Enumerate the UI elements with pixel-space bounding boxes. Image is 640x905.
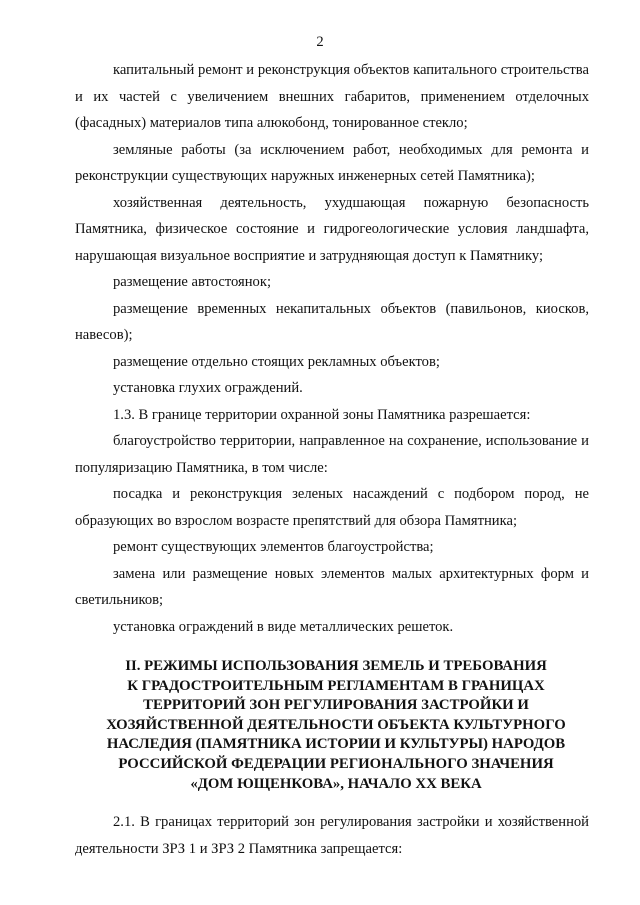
paragraph: 1.3. В границе территории охранной зоны Памятника разрешается: [113, 406, 531, 423]
page-number: 2 [316, 34, 324, 50]
body-text-before-heading [75, 57, 589, 640]
paragraph: благоустройство территории, направленное на сохранение, использование и популяризацию Памятника, в том числе: [75, 433, 589, 476]
paragraph: замена или размещение новых элементов малых архитектурных форм и светильников; [75, 565, 589, 608]
paragraph: размещение временных некапитальных объектов (павильонов, киосков, навесов); [75, 300, 589, 343]
paragraph: размещение автостоянок; [113, 274, 272, 290]
section-heading-line: ХОЗЯЙСТВЕННОЙ ДЕЯТЕЛЬНОСТИ ОБЪЕКТА КУЛЬТУРНОГО [106, 716, 566, 733]
paragraph: хозяйственная деятельность, ухудшающая пожарную безопасность Памятника, физическое состояние и гидрогеологические условия ландшафта, нарушающая визуальное восприятие и затрудняющая доступ к Памятнику; [75, 194, 589, 264]
paragraph: земляные работы (за исключением работ, необходимых для ремонта и реконструкции существующих наружных инженерных сетей Памятника); [75, 141, 589, 184]
paragraph: ремонт существующих элементов благоустройства; [113, 539, 434, 555]
section-heading-line: РОССИЙСКОЙ ФЕДЕРАЦИИ РЕГИОНАЛЬНОГО ЗНАЧЕНИЯ [118, 755, 554, 772]
body-text-after-heading [75, 809, 589, 862]
paragraph: установка глухих ограждений. [113, 380, 303, 396]
section-heading-line: К ГРАДОСТРОИТЕЛЬНЫМ РЕГЛАМЕНТАМ В ГРАНИЦАХ [127, 677, 545, 694]
paragraph: размещение отдельно стоящих рекламных объектов; [113, 353, 440, 370]
paragraph: 2.1. В границах территорий зон регулирования застройки и хозяйственной деятельности ЗРЗ 1 и ЗРЗ 2 Памятника запрещается: [75, 814, 589, 857]
section-heading-line: II. РЕЖИМЫ ИСПОЛЬЗОВАНИЯ ЗЕМЕЛЬ И ТРЕБОВАНИЯ [125, 658, 547, 674]
section-heading-line: «ДОМ ЮЩЕНКОВА», НАЧАЛО XX ВЕКА [190, 775, 482, 792]
paragraph: посадка и реконструкция зеленых насаждений с подбором пород, не образующих во взрослом возрасте препятствий для обзора Памятника; [75, 486, 589, 529]
section-heading-line: ТЕРРИТОРИЙ ЗОН РЕГУЛИРОВАНИЯ ЗАСТРОЙКИ И [143, 697, 529, 714]
section-heading [75, 657, 589, 794]
paragraph: установка ограждений в виде металлических решеток. [113, 618, 454, 635]
section-heading-line: НАСЛЕДИЯ (ПАМЯТНИКА ИСТОРИИ И КУЛЬТУРЫ) НАРОДОВ [106, 736, 566, 753]
paragraph: капитальный ремонт и реконструкция объектов капитального строительства и их частей с увеличением внешних габаритов, применением отделочных (фасадных) материалов типа алюкобонд, тонированное стекло; [75, 62, 589, 131]
